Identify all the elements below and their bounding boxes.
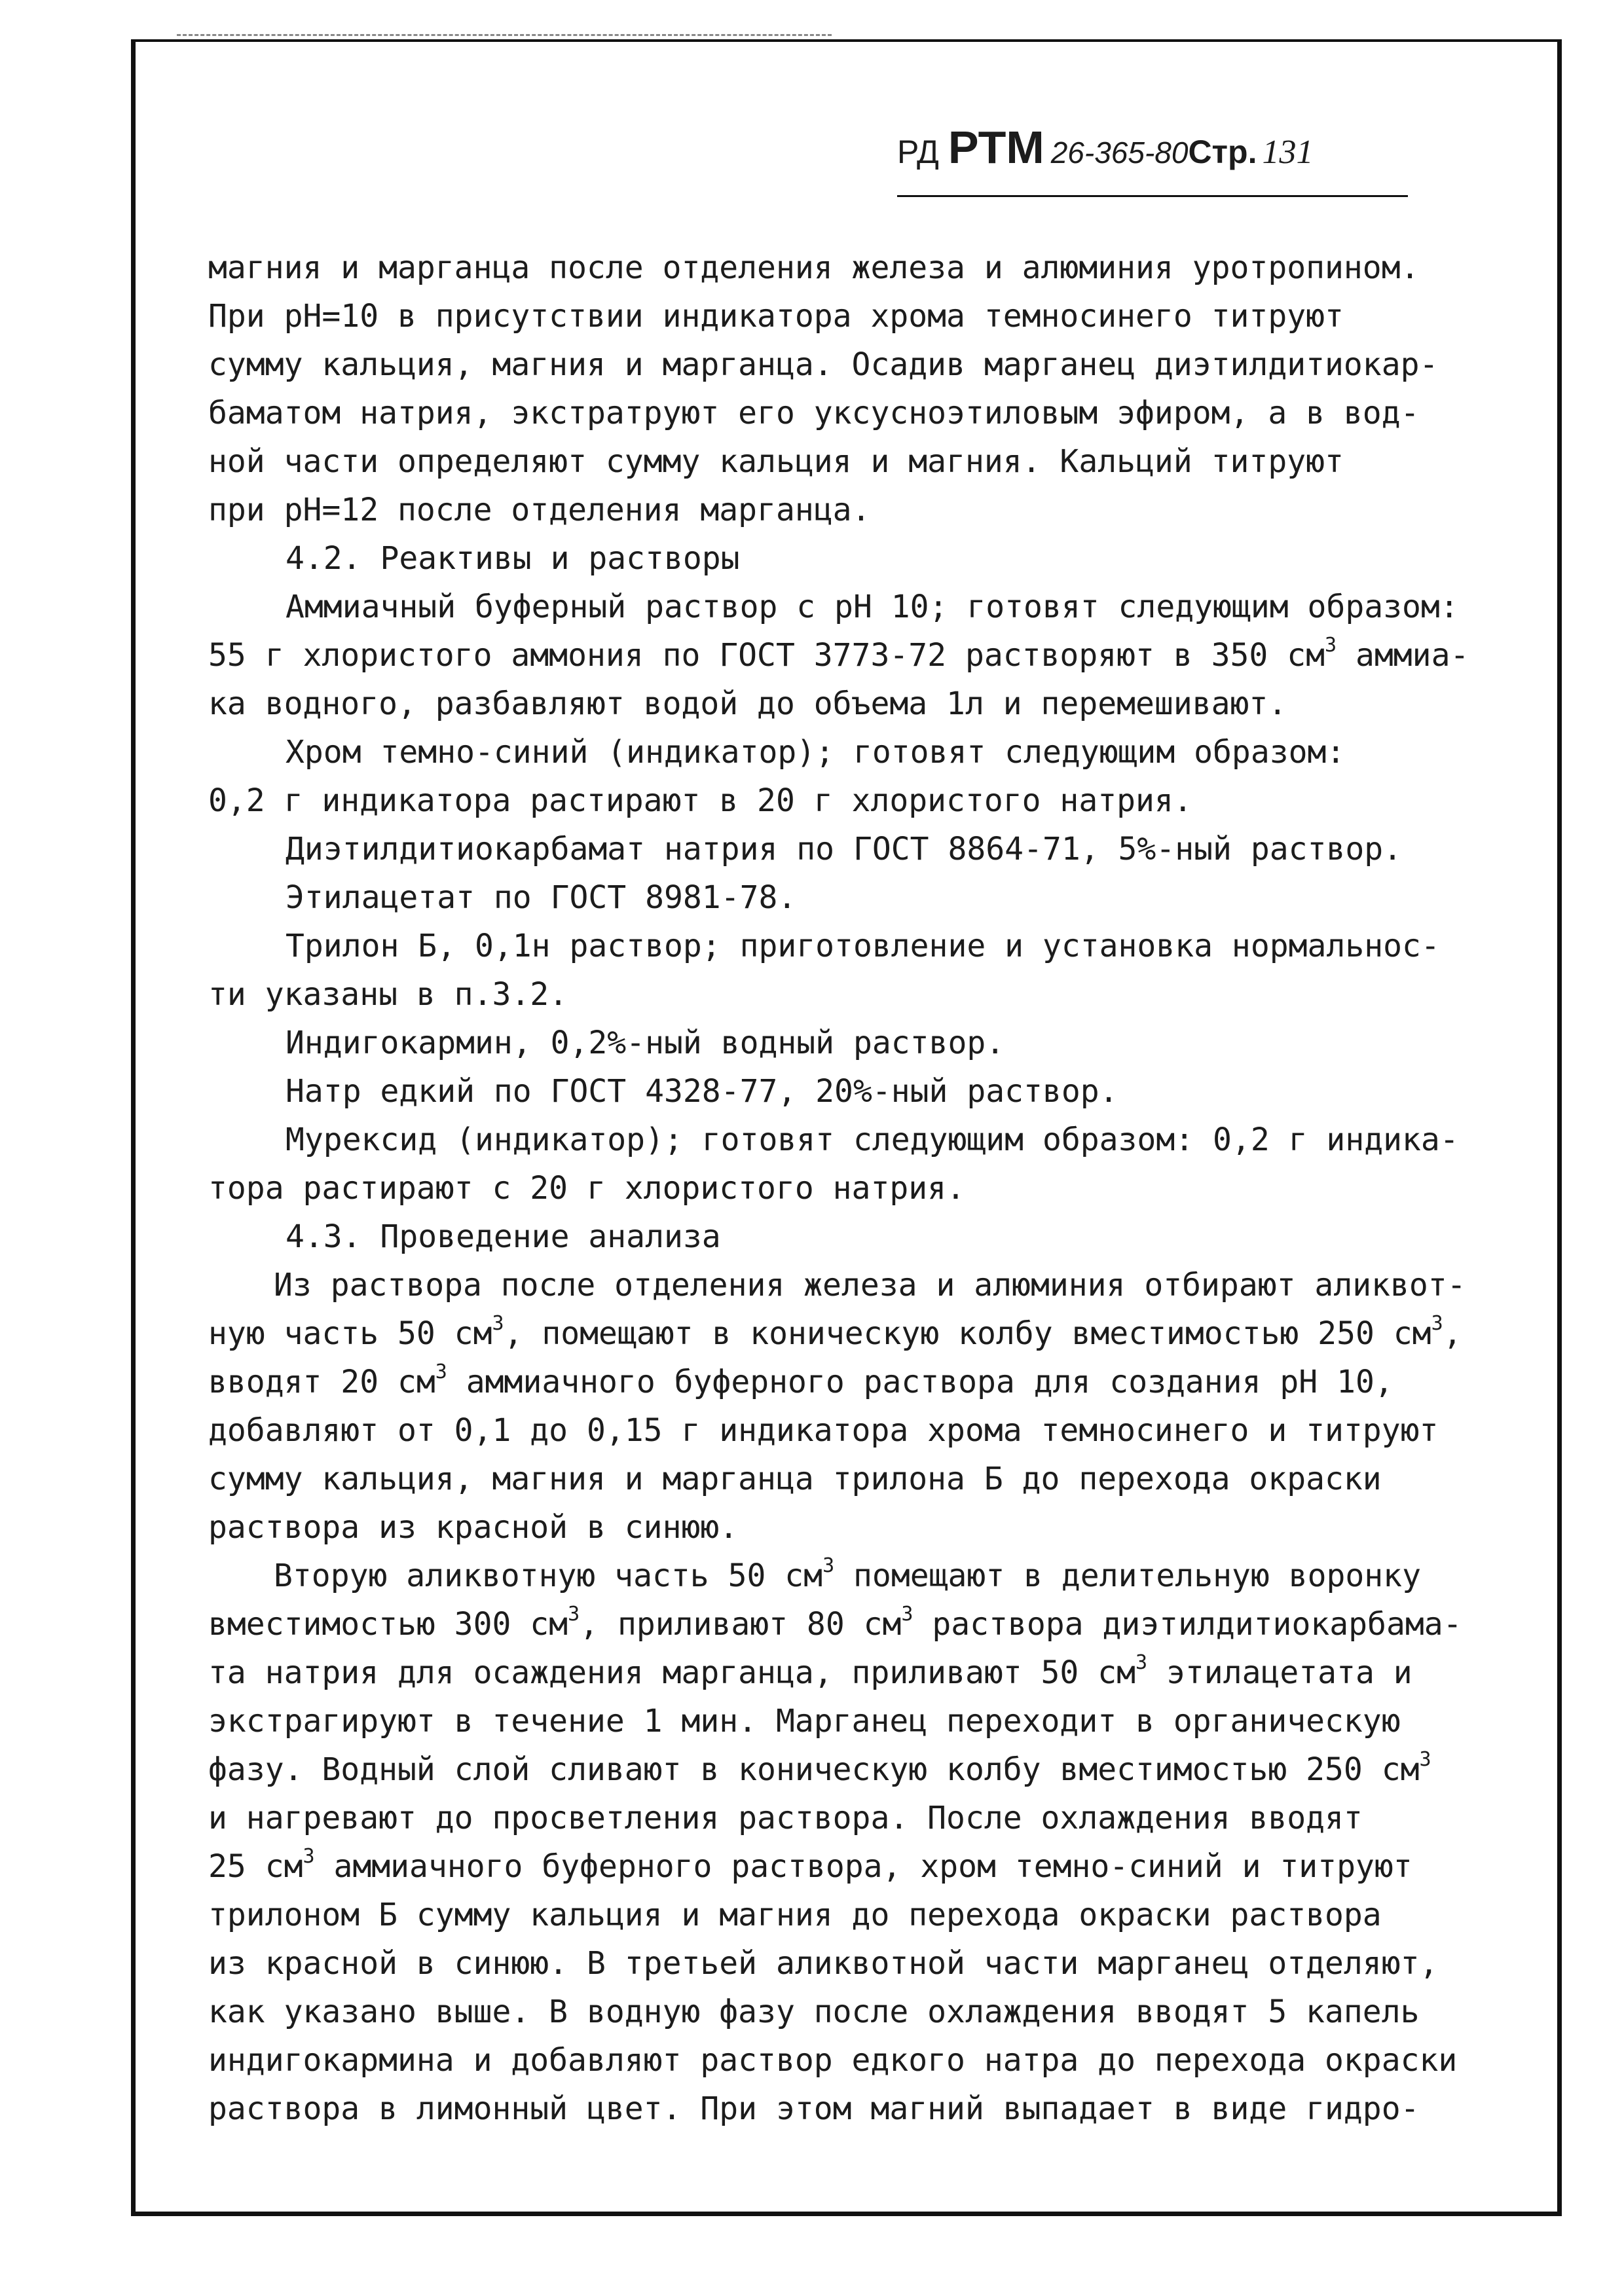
text-line: из красной в синюю. В третьей аликвотной части марганец отделяют, xyxy=(208,1945,1439,1982)
document-body xyxy=(208,244,1531,2133)
text-line: тора растирают с 20 г хлористого натрия. xyxy=(208,1170,965,1207)
text-line: Диэтилдитиокарбамат натрия по ГОСТ 8864-71, 5%-ный раствор. xyxy=(286,831,1403,867)
text-line: вместимостью 300 $см^3$, приливают 80 $см^3$ раствора диэтилдитиокарбама- xyxy=(208,1603,1462,1643)
text-line: Индигокармин, 0,2%-ный водный раствор. xyxy=(286,1025,1005,1061)
text-line: добавляют от 0,1 до 0,15 г индикатора хрома темносинего и титруют xyxy=(208,1412,1439,1449)
text-line: как указано выше. В водную фазу после охлаждения вводят 5 капель xyxy=(208,1994,1420,2030)
text-line: магния и марганца после отделения железа и алюминия уротропином. xyxy=(208,249,1420,286)
header-doc-code: 26-365-80 xyxy=(1050,136,1189,170)
header-page-number: 131 xyxy=(1262,134,1314,171)
text-line: Мурексид (индикатор); готовят следующим образом: 0,2 г индика- xyxy=(286,1121,1459,1158)
header-rtm: РТМ xyxy=(948,122,1044,173)
text-line: трилоном Б сумму кальция и магния до перехода окраски раствора xyxy=(208,1897,1382,1933)
text-line: и нагревают до просветления раствора. После охлаждения вводят xyxy=(208,1800,1363,1836)
top-dashed-rule xyxy=(177,34,832,36)
section-heading: 4.3. Проведение анализа xyxy=(286,1218,721,1255)
text-line: экстрагируют в течение 1 мин. Марганец переходит в органическую xyxy=(208,1703,1401,1740)
page-header xyxy=(897,121,1421,193)
text-line: 0,2 г индикатора растирают в 20 г хлористого натрия. xyxy=(208,782,1192,819)
section-heading: 4.2. Реактивы и растворы xyxy=(286,540,740,577)
text-line: ти указаны в п.3.2. xyxy=(208,976,568,1013)
text-line: при рН=12 после отделения марганца. xyxy=(208,492,871,528)
text-line: раствора из красной в синюю. xyxy=(208,1509,739,1546)
text-line: баматом натрия, экстратруют его уксусноэтиловым эфиром, а в вод- xyxy=(208,395,1420,431)
text-line: та натрия для осаждения марганца, приливают 50 $см^3$ этилацетата и xyxy=(208,1651,1412,1691)
text-line: раствора в лимонный цвет. При этом магний выпадает в виде гидро- xyxy=(208,2090,1420,2127)
text-line: 55 г хлористого аммония по ГОСТ 3773-72 растворяют в 350 $см^3$ аммиа- xyxy=(208,634,1469,674)
text-line: Из раствора после отделения железа и алюминия отбирают аликвот- xyxy=(274,1267,1466,1303)
header-underline xyxy=(897,195,1408,197)
text-line: сумму кальция, магния и марганца трилона Б до перехода окраски xyxy=(208,1461,1382,1497)
text-line: При рН=10 в присутствии индикатора хрома темносинего титруют xyxy=(208,298,1344,335)
header-rd: РД xyxy=(897,134,939,170)
text-line: фазу. Водный слой сливают в коническую колбу вместимостью 250 $см^3$ xyxy=(208,1748,1431,1788)
text-line: Этилацетат по ГОСТ 8981-78. xyxy=(286,879,797,916)
text-line: Аммиачный буферный раствор с рН 10; готовят следующим образом: xyxy=(286,589,1459,625)
text-line: 25 $см^3$ аммиачного буферного раствора, хром темно-синий и титруют xyxy=(208,1845,1412,1885)
text-line: ка водного, разбавляют водой до объема 1л и перемешивают. xyxy=(208,685,1287,722)
text-line: индигокармина и добавляют раствор едкого натра до перехода окраски xyxy=(208,2042,1458,2079)
text-line: Натр едкий по ГОСТ 4328-77, 20%-ный раствор. xyxy=(286,1073,1118,1110)
text-line: Хром темно-синий (индикатор); готовят следующим образом: xyxy=(286,734,1346,771)
text-line: Трилон Б, 0,1н раствор; приготовление и установка нормальнос- xyxy=(286,928,1440,964)
text-line: вводят 20 $см^3$ аммиачного буферного раствора для создания рН 10, xyxy=(208,1360,1393,1400)
text-line: сумму кальция, магния и марганца. Осадив марганец диэтилдитиокар- xyxy=(208,346,1439,383)
text-line: Вторую аликвотную часть 50 $см^3$ помещают в делительную воронку xyxy=(274,1554,1421,1594)
header-page-label: Стр. xyxy=(1188,134,1257,170)
text-line: ную часть 50 $см^3$, помещают в коническую колбу вместимостью 250 $см^3$, xyxy=(208,1312,1462,1352)
text-line: ной части определяют сумму кальция и магния. Кальций титруют xyxy=(208,443,1344,480)
